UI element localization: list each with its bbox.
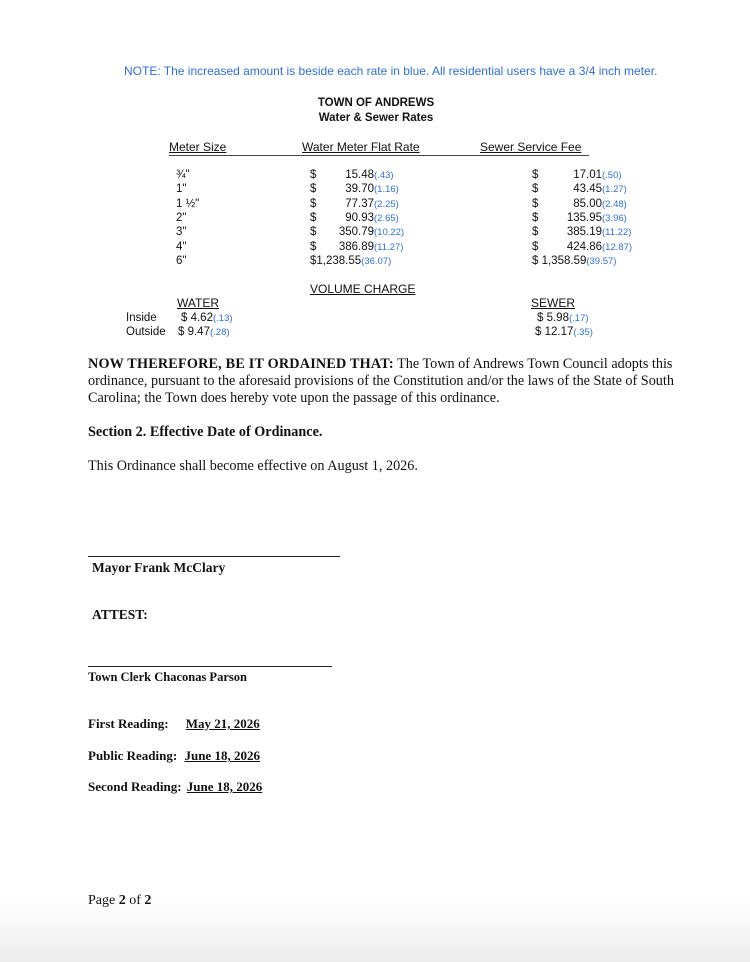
water-rate-cell bbox=[310, 211, 399, 226]
meter-size-cell: 4" bbox=[176, 240, 187, 253]
currency-symbol: $ bbox=[310, 169, 317, 181]
rate-note: NOTE: The increased amount is beside each rate in blue. All residential users have a 3/4 inch meter. bbox=[124, 64, 658, 78]
sewer-volume-label: SEWER bbox=[531, 296, 576, 310]
sewer-fee-value: 43.45 bbox=[573, 183, 602, 196]
water-rate-increase: (2.65) bbox=[374, 212, 399, 224]
water-inside-increase: (.13) bbox=[212, 313, 233, 324]
water-rate-cell bbox=[310, 168, 394, 183]
sewer-fee-increase: (.50) bbox=[602, 170, 622, 181]
section-heading: Section 2. Effective Date of Ordinance. bbox=[88, 424, 323, 440]
reading-second bbox=[88, 779, 262, 795]
header-rule bbox=[169, 155, 589, 156]
meter-size-cell: 1 ½" bbox=[176, 197, 200, 210]
sewer-fee-value: 85.00 bbox=[573, 197, 602, 210]
reading-date: June 18, 2026 bbox=[184, 748, 260, 763]
sewer-fee-cell bbox=[532, 197, 627, 212]
table-title: TOWN OF ANDREWS bbox=[317, 97, 435, 109]
water-outside-increase: (.28) bbox=[209, 327, 230, 338]
page-number bbox=[88, 893, 151, 909]
water-rate-value: 386.89 bbox=[338, 240, 374, 253]
volume-charge-title: VOLUME CHARGE bbox=[310, 282, 416, 296]
water-rate-value: 39.70 bbox=[345, 183, 374, 196]
water-rate-value: 77.37 bbox=[345, 197, 374, 210]
currency-symbol: $ bbox=[310, 240, 317, 253]
sewer-fee-cell bbox=[532, 225, 631, 240]
sewer-fee-increase: (2.48) bbox=[602, 198, 627, 210]
water-rate-increase: (.43) bbox=[374, 170, 394, 181]
sewer-inside-rate bbox=[537, 311, 589, 326]
water-rate-value: 350.79 bbox=[338, 226, 374, 239]
water-rate-cell bbox=[310, 254, 391, 269]
water-rate-header: Water Meter Flat Rate bbox=[302, 140, 420, 154]
sewer-fee-value: 424.86 bbox=[566, 240, 602, 253]
meter-size-header: Meter Size bbox=[169, 140, 227, 154]
meter-size-cell: 6" bbox=[176, 254, 187, 267]
reading-date: May 21, 2026 bbox=[185, 716, 260, 731]
reading-public bbox=[88, 748, 260, 764]
currency-symbol: $ bbox=[310, 226, 317, 239]
sewer-fee-value: 17.01 bbox=[573, 169, 602, 181]
clerk-name: Town Clerk Chaconas Parson bbox=[88, 670, 247, 684]
attest-label: ATTEST: bbox=[92, 607, 148, 622]
sewer-fee-cell bbox=[532, 182, 627, 197]
sewer-fee-increase: (12.87) bbox=[602, 241, 633, 253]
water-rate-cell bbox=[310, 225, 404, 240]
page-of: of bbox=[129, 893, 141, 908]
sewer-outside-value: $ 12.17 bbox=[535, 326, 574, 338]
sewer-fee-header: Sewer Service Fee bbox=[480, 140, 582, 154]
water-rate-value: 15.48 bbox=[345, 169, 374, 181]
currency-symbol: $ bbox=[532, 240, 539, 253]
sewer-fee-value: $ 1,358.59 bbox=[532, 254, 587, 267]
sewer-fee-value: 135.95 bbox=[566, 211, 602, 224]
reading-label: First Reading: bbox=[88, 716, 169, 731]
sewer-fee-cell bbox=[532, 240, 632, 255]
water-outside-value: $ 9.47 bbox=[178, 326, 210, 338]
currency-symbol: $ bbox=[532, 226, 539, 239]
water-rate-increase: (2.25) bbox=[374, 198, 399, 210]
reading-label: Public Reading: bbox=[88, 748, 178, 763]
meter-size-cell: 1" bbox=[176, 183, 187, 196]
water-rate-increase: (36.07) bbox=[361, 255, 392, 267]
water-rate-value: 90.93 bbox=[345, 211, 374, 224]
currency-symbol: $ bbox=[532, 183, 539, 196]
page-total: 2 bbox=[144, 893, 152, 908]
currency-symbol: $ bbox=[532, 197, 539, 210]
page-current: 2 bbox=[118, 893, 126, 908]
sewer-fee-cell bbox=[532, 211, 627, 226]
meter-size-cell: 3" bbox=[176, 226, 187, 239]
currency-symbol: $ bbox=[532, 211, 539, 224]
sewer-fee-increase: (3.96) bbox=[602, 212, 627, 224]
ordinance-paragraph bbox=[88, 356, 678, 407]
sewer-fee-increase: (39.57) bbox=[586, 255, 617, 267]
sewer-fee-increase: (1.27) bbox=[602, 184, 627, 196]
currency-symbol: $ bbox=[310, 211, 317, 224]
sewer-fee-cell bbox=[532, 168, 622, 183]
water-rate-cell bbox=[310, 240, 403, 255]
water-rate-increase: (1.16) bbox=[374, 184, 399, 196]
ordinance-body: The Town of Andrews Town Council adopts this ordinance, pursuant to the aforesaid provisions of the Constitution and/or the laws of the State of South Carolina; the Town does hereby vote upon the passage of this ordinance. bbox=[88, 356, 674, 406]
sewer-fee-increase: (11.22) bbox=[602, 227, 632, 239]
sewer-inside-increase: (.17) bbox=[568, 313, 589, 324]
mayor-signature-line bbox=[88, 556, 340, 557]
currency-symbol: $ bbox=[310, 183, 317, 196]
effective-date-text: This Ordinance shall become effective on August 1, 2026. bbox=[88, 458, 418, 474]
outside-label: Outside bbox=[126, 326, 166, 338]
inside-label: Inside bbox=[126, 312, 157, 324]
sewer-inside-value: $ 5.98 bbox=[537, 312, 569, 324]
sewer-outside-increase: (.35) bbox=[573, 327, 593, 338]
sewer-outside-rate bbox=[535, 325, 593, 340]
meter-size-cell: ¾" bbox=[176, 169, 190, 181]
clerk-signature-line bbox=[88, 666, 332, 667]
table-subtitle: Water & Sewer Rates bbox=[318, 112, 434, 124]
water-rate-value: $1,238.55 bbox=[310, 254, 362, 267]
currency-symbol: $ bbox=[532, 169, 539, 181]
sewer-fee-cell bbox=[532, 254, 616, 269]
water-inside-value: $ 4.62 bbox=[181, 312, 213, 324]
water-inside-rate bbox=[181, 311, 233, 326]
water-rate-increase: (11.27) bbox=[374, 241, 404, 253]
ordinance-lead: NOW THEREFORE, BE IT ORDAINED THAT: bbox=[88, 356, 394, 372]
sewer-fee-value: 385.19 bbox=[566, 226, 602, 239]
reading-date: June 18, 2026 bbox=[186, 779, 263, 794]
reading-label: Second Reading: bbox=[88, 779, 182, 794]
water-rate-cell bbox=[310, 197, 399, 212]
reading-first bbox=[88, 716, 260, 732]
currency-symbol: $ bbox=[310, 197, 317, 210]
mayor-name: Mayor Frank McClary bbox=[92, 560, 226, 575]
water-volume-label: WATER bbox=[177, 296, 219, 310]
meter-size-cell: 2" bbox=[176, 211, 187, 224]
page-prefix: Page bbox=[88, 893, 116, 908]
water-outside-rate bbox=[178, 325, 230, 340]
water-rate-increase: (10.22) bbox=[374, 227, 405, 239]
water-rate-cell bbox=[310, 182, 399, 197]
